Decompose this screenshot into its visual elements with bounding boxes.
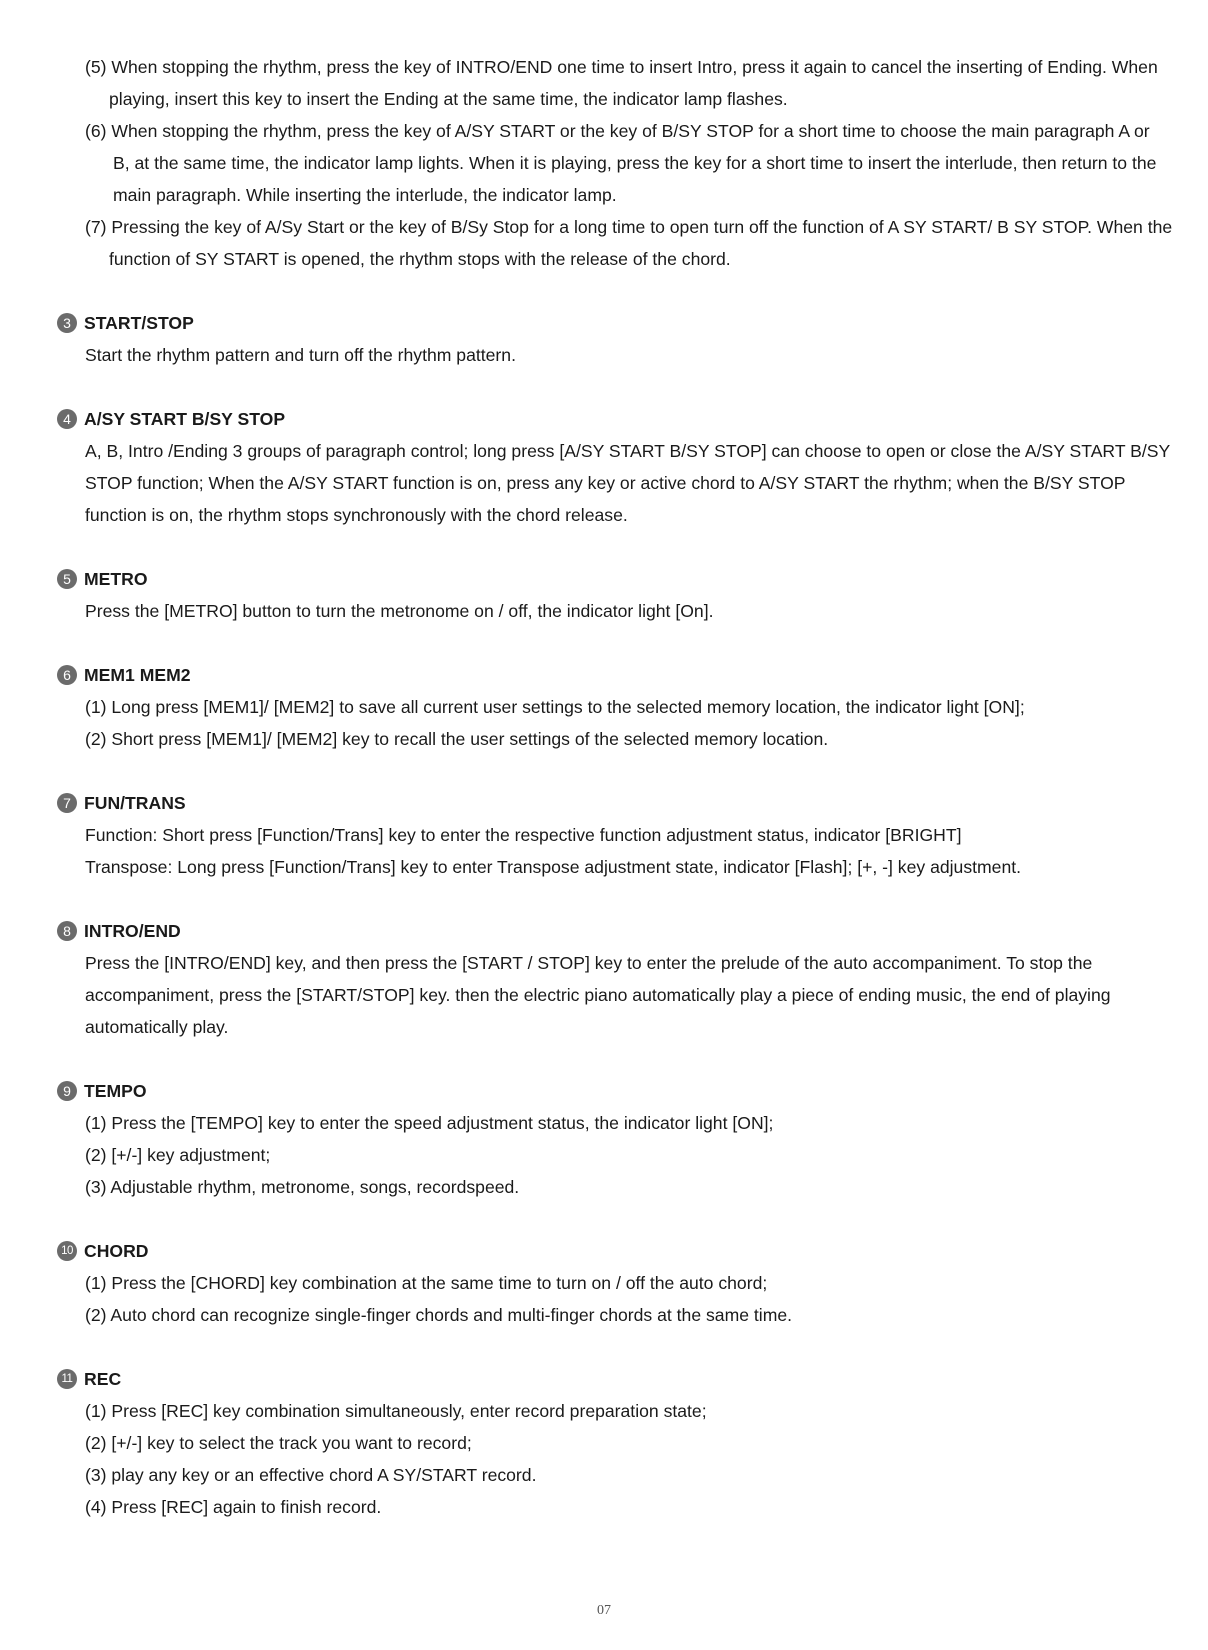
section-heading-mem1-mem2 [57, 664, 191, 686]
section-4-line-1: A, B, Intro /Ending 3 groups of paragraph control; long press [A/SY START B/SY STOP] can choose to open or close the A/SY START B/SY [85, 441, 1171, 461]
section-9-line-3: (3) Adjustable rhythm, metronome, songs, recordspeed. [85, 1177, 520, 1197]
item-6-line-1: (6) When stopping the rhythm, press the key of A/SY START or the key of B/SY STOP for a short time to choose the main paragraph A or [85, 121, 1150, 141]
item-7-line-2: function of SY START is opened, the rhythm stops with the release of the chord. [109, 249, 731, 269]
section-title: FUN/TRANS [84, 792, 186, 813]
section-number-badge: 4 [57, 409, 77, 429]
section-title: INTRO/END [84, 920, 181, 941]
section-9-line-1: (1) Press the [TEMPO] key to enter the speed adjustment status, the indicator light [ON]; [85, 1113, 774, 1133]
section-7-line-1: Function: Short press [Function/Trans] key to enter the respective function adjustment status, indicator [BRIGHT] [85, 825, 962, 845]
section-title: METRO [84, 568, 148, 589]
item-5-line-2: playing, insert this key to insert the Ending at the same time, the indicator lamp flashes. [109, 89, 788, 109]
section-11-line-1: (1) Press [REC] key combination simultaneously, enter record preparation state; [85, 1401, 707, 1421]
section-number-badge: 9 [57, 1081, 77, 1101]
item-6-line-3: main paragraph. While inserting the interlude, the indicator lamp. [113, 185, 617, 205]
section-heading-fun-trans [57, 792, 186, 814]
section-heading-rec [57, 1368, 121, 1390]
section-number-badge: 3 [57, 313, 77, 333]
section-5-line-1: Press the [METRO] button to turn the metronome on / off, the indicator light [On]. [85, 601, 714, 621]
section-title: MEM1 MEM2 [84, 664, 191, 685]
section-heading-chord [57, 1240, 149, 1262]
section-6-line-2: (2) Short press [MEM1]/ [MEM2] key to recall the user settings of the selected memory location. [85, 729, 829, 749]
section-number-badge: 7 [57, 793, 77, 813]
item-5-line-1: (5) When stopping the rhythm, press the key of INTRO/END one time to insert Intro, press it again to cancel the inserting of Ending. When [85, 57, 1158, 77]
section-heading-tempo [57, 1080, 147, 1102]
page-number: 07 [597, 1603, 611, 1618]
section-10-line-1: (1) Press the [CHORD] key combination at the same time to turn on / off the auto chord; [85, 1273, 768, 1293]
section-11-line-4: (4) Press [REC] again to finish record. [85, 1497, 382, 1517]
section-heading-metro [57, 568, 148, 590]
section-number-badge: 8 [57, 921, 77, 941]
section-11-line-3: (3) play any key or an effective chord A SY/START record. [85, 1465, 537, 1485]
section-7-line-2: Transpose: Long press [Function/Trans] key to enter Transpose adjustment state, indicator [Flash]; [+, -] key adjustment. [85, 857, 1022, 877]
section-number-badge: 11 [57, 1369, 77, 1389]
section-4-line-3: function is on, the rhythm stops synchronously with the chord release. [85, 505, 628, 525]
section-8-line-1: Press the [INTRO/END] key, and then press the [START / STOP] key to enter the prelude of the auto accompaniment. To stop the [85, 953, 1093, 973]
section-6-line-1: (1) Long press [MEM1]/ [MEM2] to save all current user settings to the selected memory location, the indicator light [ON]; [85, 697, 1025, 717]
section-title: A/SY START B/SY STOP [84, 408, 286, 429]
section-heading-intro-end [57, 920, 181, 942]
section-11-line-2: (2) [+/-] key to select the track you want to record; [85, 1433, 472, 1453]
section-number-badge: 5 [57, 569, 77, 589]
section-10-line-2: (2) Auto chord can recognize single-finger chords and multi-finger chords at the same time. [85, 1305, 793, 1325]
section-3-line-1: Start the rhythm pattern and turn off the rhythm pattern. [85, 345, 516, 365]
item-7-line-1: (7) Pressing the key of A/Sy Start or the key of B/Sy Stop for a long time to open turn off the function of A SY START/ B SY STOP. When the [85, 217, 1173, 237]
section-number-badge: 6 [57, 665, 77, 685]
item-6-line-2: B, at the same time, the indicator lamp lights. When it is playing, press the key for a short time to insert the interlude, then return to the [113, 153, 1157, 173]
section-title: CHORD [84, 1240, 149, 1261]
section-number-badge: 10 [57, 1241, 77, 1261]
section-title: START/STOP [84, 312, 194, 333]
section-title: TEMPO [84, 1080, 147, 1101]
section-title: REC [84, 1368, 122, 1389]
section-heading-asy-start-bsy-stop [57, 408, 285, 430]
section-8-line-2: accompaniment, press the [START/STOP] key. then the electric piano automatically play a piece of ending music, the end of playing [85, 985, 1111, 1005]
section-heading-start-stop [57, 312, 194, 334]
section-4-line-2: STOP function; When the A/SY START function is on, press any key or active chord to A/SY START the rhythm; when the B/SY STOP [85, 473, 1126, 493]
section-9-line-2: (2) [+/-] key adjustment; [85, 1145, 271, 1165]
section-8-line-3: automatically play. [85, 1017, 229, 1037]
